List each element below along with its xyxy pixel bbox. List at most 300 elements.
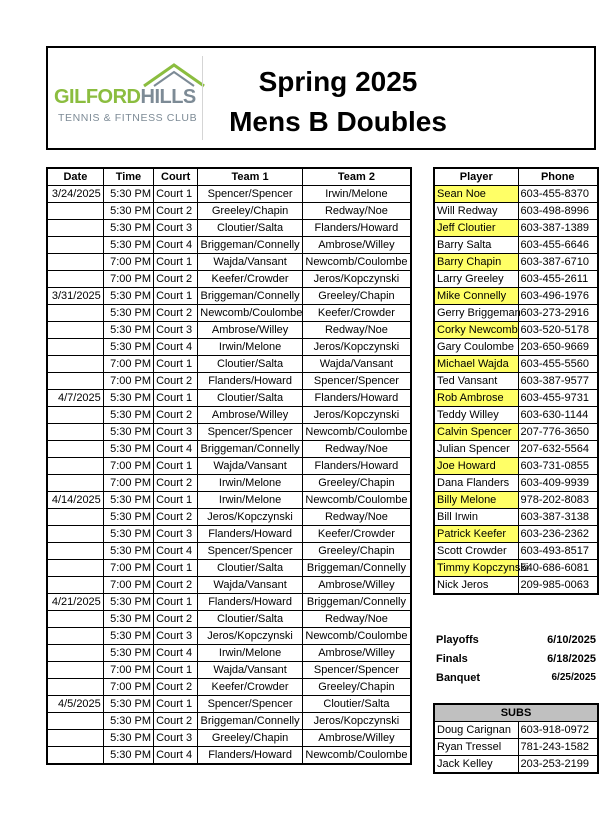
match-time: 5:30 PM	[103, 339, 153, 356]
player-name: Dana Flanders	[434, 475, 518, 492]
table-row	[47, 509, 411, 526]
table-row	[47, 730, 411, 747]
match-team1: Spencer/Spencer	[198, 424, 303, 441]
match-date	[47, 509, 103, 526]
match-time: 5:30 PM	[103, 407, 153, 424]
match-court: Court 2	[154, 203, 198, 220]
table-row	[434, 577, 598, 595]
player-phone: 603-455-2611	[518, 271, 598, 288]
match-team1: Greeley/Chapin	[198, 730, 303, 747]
page-title-league: Mens B Doubles	[229, 106, 447, 137]
match-team1: Irwin/Melone	[198, 339, 303, 356]
match-team1: Spencer/Spencer	[198, 543, 303, 560]
table-row	[434, 271, 598, 288]
match-court: Court 1	[154, 186, 198, 203]
match-team1: Briggeman/Connelly	[198, 237, 303, 254]
match-date	[47, 560, 103, 577]
match-date	[47, 730, 103, 747]
table-row	[434, 475, 598, 492]
match-time: 5:30 PM	[103, 322, 153, 339]
match-team1: Wajda/Vansant	[198, 577, 303, 594]
player-phone: 207-776-3650	[518, 424, 598, 441]
table-row	[434, 492, 598, 509]
match-court: Court 1	[154, 696, 198, 713]
table-row	[434, 458, 598, 475]
table-row	[434, 543, 598, 560]
sub-phone: 603-918-0972	[518, 722, 598, 739]
match-team1: Cloutier/Salta	[198, 220, 303, 237]
table-row	[47, 322, 411, 339]
table-row	[47, 373, 411, 390]
player-phone: 209-985-0063	[518, 577, 598, 595]
player-name: Gerry Briggeman	[434, 305, 518, 322]
subs-header-row	[434, 704, 598, 722]
player-phone: 603-387-6710	[518, 254, 598, 271]
match-time: 7:00 PM	[103, 458, 153, 475]
match-team1: Briggeman/Connelly	[198, 713, 303, 730]
match-court: Court 1	[154, 662, 198, 679]
match-date	[47, 237, 103, 254]
match-date	[47, 373, 103, 390]
match-team2: Jeros/Kopczynski	[302, 407, 411, 424]
table-row	[47, 628, 411, 645]
table-row	[47, 679, 411, 696]
match-team2: Greeley/Chapin	[302, 679, 411, 696]
table-row	[434, 560, 598, 577]
player-name: Jeff Cloutier	[434, 220, 518, 237]
match-court: Court 2	[154, 407, 198, 424]
table-row	[434, 203, 598, 220]
match-court: Court 4	[154, 645, 198, 662]
match-court: Court 3	[154, 526, 198, 543]
match-date	[47, 339, 103, 356]
match-team2: Flanders/Howard	[302, 458, 411, 475]
table-row	[47, 475, 411, 492]
table-row	[47, 577, 411, 594]
key-date-row	[434, 634, 596, 653]
player-phone: 603-520-5178	[518, 322, 598, 339]
table-row	[47, 220, 411, 237]
table-row	[434, 220, 598, 237]
match-team1: Briggeman/Connelly	[198, 441, 303, 458]
match-time: 5:30 PM	[103, 628, 153, 645]
table-row	[47, 356, 411, 373]
match-team1: Flanders/Howard	[198, 747, 303, 765]
match-time: 5:30 PM	[103, 543, 153, 560]
match-court: Court 1	[154, 594, 198, 611]
match-team1: Cloutier/Salta	[198, 390, 303, 407]
table-row	[434, 322, 598, 339]
match-court: Court 4	[154, 441, 198, 458]
sub-name: Jack Kelley	[434, 756, 518, 774]
player-phone: 603-387-9577	[518, 373, 598, 390]
match-team2: Flanders/Howard	[302, 220, 411, 237]
match-date	[47, 747, 103, 765]
match-date	[47, 679, 103, 696]
match-team2: Redway/Noe	[302, 322, 411, 339]
match-time: 5:30 PM	[103, 509, 153, 526]
match-time: 5:30 PM	[103, 186, 153, 203]
player-phone: 203-650-9669	[518, 339, 598, 356]
table-row	[434, 722, 598, 739]
table-row	[434, 339, 598, 356]
match-court: Court 4	[154, 339, 198, 356]
table-row	[434, 739, 598, 756]
player-contact-table	[433, 167, 599, 595]
match-team2: Redway/Noe	[302, 203, 411, 220]
match-court: Court 1	[154, 492, 198, 509]
match-court: Court 1	[154, 288, 198, 305]
player-phone: 603-387-1389	[518, 220, 598, 237]
match-court: Court 2	[154, 509, 198, 526]
col-header-player: Player	[434, 168, 518, 186]
match-time: 5:30 PM	[103, 747, 153, 765]
match-court: Court 3	[154, 730, 198, 747]
match-time: 7:00 PM	[103, 679, 153, 696]
subs-table	[433, 703, 599, 774]
match-team2: Irwin/Melone	[302, 186, 411, 203]
key-date-row	[434, 653, 596, 672]
match-date: 3/31/2025	[47, 288, 103, 305]
logo-divider	[202, 56, 203, 140]
match-team2: Newcomb/Coulombe	[302, 492, 411, 509]
match-date	[47, 662, 103, 679]
player-name: Julian Spencer	[434, 441, 518, 458]
match-date	[47, 645, 103, 662]
table-row	[434, 237, 598, 254]
sub-name: Doug Carignan	[434, 722, 518, 739]
match-court: Court 1	[154, 254, 198, 271]
player-phone: 603-236-2362	[518, 526, 598, 543]
player-phone: 603-630-1144	[518, 407, 598, 424]
table-row	[47, 492, 411, 509]
table-row	[47, 560, 411, 577]
match-court: Court 4	[154, 237, 198, 254]
player-name: Bill Irwin	[434, 509, 518, 526]
match-date	[47, 611, 103, 628]
match-team1: Cloutier/Salta	[198, 356, 303, 373]
match-team1: Greeley/Chapin	[198, 203, 303, 220]
player-name: Sean Noe	[434, 186, 518, 203]
player-phone: 603-493-8517	[518, 543, 598, 560]
match-date: 4/14/2025	[47, 492, 103, 509]
table-row	[47, 458, 411, 475]
match-team2: Jeros/Kopczynski	[302, 339, 411, 356]
match-team2: Ambrose/Willey	[302, 730, 411, 747]
match-court: Court 1	[154, 356, 198, 373]
match-court: Court 2	[154, 475, 198, 492]
table-row	[434, 756, 598, 774]
match-team1: Jeros/Kopczynski	[198, 628, 303, 645]
key-date-value: 6/18/2025	[547, 653, 596, 665]
match-time: 5:30 PM	[103, 424, 153, 441]
match-team1: Spencer/Spencer	[198, 186, 303, 203]
match-date	[47, 254, 103, 271]
match-team2: Briggeman/Connelly	[302, 560, 411, 577]
match-time: 5:30 PM	[103, 645, 153, 662]
match-team2: Cloutier/Salta	[302, 696, 411, 713]
match-date: 3/24/2025	[47, 186, 103, 203]
sub-phone: 781-243-1582	[518, 739, 598, 756]
table-row	[47, 305, 411, 322]
table-row	[434, 186, 598, 203]
match-team2: Greeley/Chapin	[302, 475, 411, 492]
match-date	[47, 424, 103, 441]
col-header-time: Time	[103, 168, 153, 186]
player-phone: 603-455-8370	[518, 186, 598, 203]
match-time: 7:00 PM	[103, 373, 153, 390]
player-name: Joe Howard	[434, 458, 518, 475]
match-team1: Flanders/Howard	[198, 373, 303, 390]
key-date-label: Banquet	[436, 672, 480, 684]
player-phone: 603-498-8996	[518, 203, 598, 220]
house-roof-icon	[142, 62, 206, 88]
match-time: 7:00 PM	[103, 475, 153, 492]
match-team1: Ambrose/Willey	[198, 322, 303, 339]
match-time: 5:30 PM	[103, 390, 153, 407]
match-team1: Jeros/Kopczynski	[198, 509, 303, 526]
table-row	[47, 747, 411, 765]
schedule-table	[46, 167, 412, 765]
match-team1: Keefer/Crowder	[198, 679, 303, 696]
match-court: Court 2	[154, 679, 198, 696]
match-time: 5:30 PM	[103, 220, 153, 237]
table-row	[434, 526, 598, 543]
match-team1: Irwin/Melone	[198, 492, 303, 509]
match-team2: Briggeman/Connelly	[302, 594, 411, 611]
match-time: 5:30 PM	[103, 611, 153, 628]
match-time: 5:30 PM	[103, 730, 153, 747]
table-row	[434, 254, 598, 271]
match-time: 7:00 PM	[103, 560, 153, 577]
match-date	[47, 305, 103, 322]
player-name: Billy Melone	[434, 492, 518, 509]
match-court: Court 1	[154, 560, 198, 577]
match-team2: Newcomb/Coulombe	[302, 424, 411, 441]
match-date	[47, 713, 103, 730]
player-name: Barry Chapin	[434, 254, 518, 271]
match-team1: Flanders/Howard	[198, 594, 303, 611]
table-row	[434, 424, 598, 441]
match-team1: Spencer/Spencer	[198, 696, 303, 713]
table-row	[434, 390, 598, 407]
player-phone: 603-273-2916	[518, 305, 598, 322]
logo-subtitle: TENNIS & FITNESS CLUB	[58, 112, 198, 124]
logo-wordmark	[54, 86, 196, 109]
match-time: 5:30 PM	[103, 305, 153, 322]
match-time: 5:30 PM	[103, 526, 153, 543]
match-court: Court 2	[154, 713, 198, 730]
player-name: Larry Greeley	[434, 271, 518, 288]
player-name: Ted Vansant	[434, 373, 518, 390]
match-time: 7:00 PM	[103, 662, 153, 679]
table-row	[47, 237, 411, 254]
table-row	[47, 611, 411, 628]
player-phone: 540-686-6081	[518, 560, 598, 577]
table-row	[434, 509, 598, 526]
match-date	[47, 220, 103, 237]
table-row	[47, 424, 411, 441]
table-row	[47, 407, 411, 424]
match-court: Court 4	[154, 543, 198, 560]
col-header-team2: Team 2	[302, 168, 411, 186]
match-court: Court 2	[154, 305, 198, 322]
match-court: Court 3	[154, 322, 198, 339]
match-team2: Newcomb/Coulombe	[302, 747, 411, 765]
player-name: Scott Crowder	[434, 543, 518, 560]
col-header-court: Court	[154, 168, 198, 186]
player-name: Michael Wajda	[434, 356, 518, 373]
match-time: 5:30 PM	[103, 288, 153, 305]
page-title-season: Spring 2025	[258, 66, 418, 97]
match-time: 5:30 PM	[103, 441, 153, 458]
table-row	[434, 305, 598, 322]
match-time: 7:00 PM	[103, 254, 153, 271]
match-team1: Ambrose/Willey	[198, 407, 303, 424]
table-row	[47, 441, 411, 458]
player-phone: 603-455-6646	[518, 237, 598, 254]
schedule-header-row	[47, 168, 411, 186]
col-header-date: Date	[47, 168, 103, 186]
player-name: Will Redway	[434, 203, 518, 220]
player-phone: 603-731-0855	[518, 458, 598, 475]
match-team1: Flanders/Howard	[198, 526, 303, 543]
player-name: Rob Ambrose	[434, 390, 518, 407]
table-row	[434, 288, 598, 305]
header-box	[46, 46, 596, 150]
table-row	[47, 645, 411, 662]
match-date	[47, 475, 103, 492]
player-name: Nick Jeros	[434, 577, 518, 595]
table-row	[47, 271, 411, 288]
match-time: 5:30 PM	[103, 237, 153, 254]
match-date	[47, 407, 103, 424]
match-date	[47, 322, 103, 339]
player-name: Barry Salta	[434, 237, 518, 254]
match-team2: Newcomb/Coulombe	[302, 254, 411, 271]
player-phone: 603-387-3138	[518, 509, 598, 526]
match-court: Court 2	[154, 271, 198, 288]
match-team2: Flanders/Howard	[302, 390, 411, 407]
match-date	[47, 577, 103, 594]
match-time: 5:30 PM	[103, 696, 153, 713]
table-row	[47, 288, 411, 305]
sub-name: Ryan Tressel	[434, 739, 518, 756]
table-row	[47, 254, 411, 271]
match-team1: Wajda/Vansant	[198, 254, 303, 271]
match-team2: Keefer/Crowder	[302, 305, 411, 322]
match-date	[47, 526, 103, 543]
logo-word-hills: HILLS	[140, 86, 196, 108]
player-name: Timmy Kopczynski	[434, 560, 518, 577]
table-row	[434, 407, 598, 424]
match-team2: Ambrose/Willey	[302, 577, 411, 594]
match-team2: Spencer/Spencer	[302, 373, 411, 390]
table-row	[434, 373, 598, 390]
col-header-team1: Team 1	[198, 168, 303, 186]
table-row	[47, 339, 411, 356]
match-date	[47, 356, 103, 373]
match-time: 5:30 PM	[103, 713, 153, 730]
player-phone: 978-202-8083	[518, 492, 598, 509]
match-date: 4/7/2025	[47, 390, 103, 407]
match-date: 4/21/2025	[47, 594, 103, 611]
match-team1: Cloutier/Salta	[198, 611, 303, 628]
match-court: Court 2	[154, 611, 198, 628]
player-header-row	[434, 168, 598, 186]
key-date-row	[434, 672, 596, 691]
match-date	[47, 458, 103, 475]
match-date	[47, 441, 103, 458]
match-team2: Redway/Noe	[302, 611, 411, 628]
table-row	[47, 186, 411, 203]
match-date	[47, 543, 103, 560]
table-row	[47, 203, 411, 220]
player-name: Calvin Spencer	[434, 424, 518, 441]
table-row	[47, 696, 411, 713]
subs-header: SUBS	[434, 704, 598, 722]
match-team1: Irwin/Melone	[198, 645, 303, 662]
match-court: Court 3	[154, 628, 198, 645]
match-time: 5:30 PM	[103, 203, 153, 220]
player-phone: 603-455-5560	[518, 356, 598, 373]
match-team2: Redway/Noe	[302, 509, 411, 526]
table-row	[47, 526, 411, 543]
key-date-label: Playoffs	[436, 634, 479, 646]
table-row	[434, 441, 598, 458]
match-court: Court 2	[154, 373, 198, 390]
match-team2: Newcomb/Coulombe	[302, 628, 411, 645]
table-row	[47, 662, 411, 679]
table-row	[434, 356, 598, 373]
match-team1: Newcomb/Coulombe	[198, 305, 303, 322]
match-time: 7:00 PM	[103, 271, 153, 288]
match-date: 4/5/2025	[47, 696, 103, 713]
table-row	[47, 594, 411, 611]
match-team1: Irwin/Melone	[198, 475, 303, 492]
match-team2: Keefer/Crowder	[302, 526, 411, 543]
table-row	[47, 713, 411, 730]
player-phone: 603-496-1976	[518, 288, 598, 305]
match-date	[47, 628, 103, 645]
key-dates	[434, 634, 596, 691]
match-team2: Ambrose/Willey	[302, 645, 411, 662]
match-team2: Jeros/Kopczynski	[302, 713, 411, 730]
player-name: Patrick Keefer	[434, 526, 518, 543]
table-row	[47, 390, 411, 407]
logo-word-gilford: GILFORD	[54, 86, 141, 108]
player-phone: 207-632-5564	[518, 441, 598, 458]
match-court: Court 1	[154, 458, 198, 475]
player-name: Corky Newcomb	[434, 322, 518, 339]
match-team2: Jeros/Kopczynski	[302, 271, 411, 288]
match-court: Court 2	[154, 577, 198, 594]
match-time: 7:00 PM	[103, 356, 153, 373]
key-date-label: Finals	[436, 653, 468, 665]
player-phone: 603-409-9939	[518, 475, 598, 492]
key-date-value: 6/25/2025	[551, 672, 596, 683]
match-team2: Redway/Noe	[302, 441, 411, 458]
match-team1: Keefer/Crowder	[198, 271, 303, 288]
col-header-phone: Phone	[518, 168, 598, 186]
player-name: Teddy Willey	[434, 407, 518, 424]
match-team2: Greeley/Chapin	[302, 543, 411, 560]
sub-phone: 203-253-2199	[518, 756, 598, 774]
match-team2: Ambrose/Willey	[302, 237, 411, 254]
match-team2: Greeley/Chapin	[302, 288, 411, 305]
player-name: Mike Connelly	[434, 288, 518, 305]
match-team1: Briggeman/Connelly	[198, 288, 303, 305]
